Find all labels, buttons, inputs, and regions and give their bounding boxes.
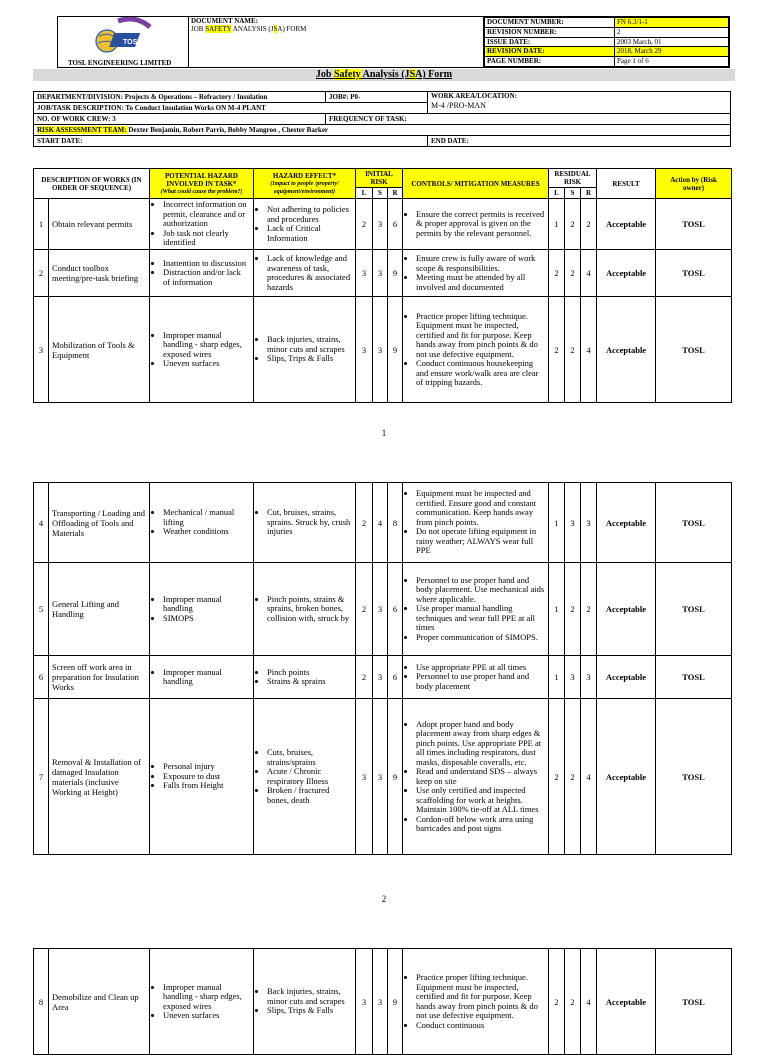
initial-s: 3 [373, 699, 388, 855]
work-description: Removal & Installation of damaged Insulation materials (inclusive Working at Height) [49, 699, 150, 855]
meta-value: 2003 March, 01 [615, 37, 729, 47]
effect-item-list [257, 668, 352, 687]
initial-s: 3 [373, 297, 388, 403]
effect-cell [254, 656, 356, 699]
hazard-item: • Weather conditions [163, 527, 250, 537]
initial-r: 6 [388, 199, 403, 250]
table-row [34, 199, 732, 250]
hazard-item-list [153, 668, 250, 687]
col-header-r: R [388, 188, 403, 199]
document-header [57, 16, 730, 68]
doc-name-highlight: SAFETY [205, 25, 232, 33]
hazard-item: • SIMOPS [163, 614, 250, 624]
effect-item: • Broken / fractured bones, death [267, 786, 352, 805]
col-header-s: S [373, 188, 388, 199]
residual-s: 2 [565, 297, 581, 403]
effect-item-list [257, 254, 352, 292]
logo-cell [58, 17, 189, 68]
step-number: 7 [34, 699, 49, 855]
risk-owner: TOSL [656, 199, 732, 250]
hazard-item: • Personal injury [163, 762, 250, 772]
effect-item: • Slips, Trips & Falls [267, 1006, 352, 1016]
initial-r: 6 [388, 563, 403, 656]
col-header-controls: CONTROLS/ MITIGATION MEASURES [403, 169, 549, 199]
control-item-list [406, 312, 545, 388]
residual-s: 3 [565, 483, 581, 563]
result-value: Acceptable [597, 199, 656, 250]
effect-item: • Lack of Critical Information [267, 224, 352, 243]
hazard-cell [150, 297, 254, 403]
meta-value: 2 [615, 27, 729, 37]
hazard-item-list [153, 259, 250, 288]
initial-l: 3 [356, 250, 373, 297]
doc-name-value [191, 25, 481, 33]
work-description: Screen off work area in preparation for Insulation Works [49, 656, 150, 699]
control-item: • Personnel to use proper hand and body placement. Use mechanical aids where applicable. [416, 576, 545, 605]
residual-s: 2 [565, 949, 581, 1055]
hazard-header-text: POTENTIAL HAZARD INVOLVED IN TASK* [165, 171, 238, 188]
control-item: • Do not operate lifting equipment in rainy weather; ALWAYS wear full PPE [416, 527, 545, 556]
effect-item: • Slips, Trips & Falls [267, 354, 352, 364]
hazard-header-sub: (What could cause the problem?) [160, 188, 243, 195]
col-header-effect [254, 169, 356, 199]
residual-l: 2 [549, 949, 565, 1055]
hazard-cell [150, 656, 254, 699]
residual-l: 2 [549, 250, 565, 297]
job-number-field: JOB#: P0- [326, 92, 428, 103]
hazard-item: • Uneven surfaces [163, 1011, 250, 1021]
result-value: Acceptable [597, 699, 656, 855]
controls-cell [403, 199, 549, 250]
control-item-list [406, 576, 545, 643]
hazard-item: • Improper manual handling [163, 668, 250, 687]
work-area-field [428, 92, 731, 114]
hazard-item: • Exposure to dust [163, 772, 250, 782]
hazard-cell [150, 563, 254, 656]
end-date-field: END DATE: [428, 136, 731, 147]
work-description: Demobilize and Clean up Area [49, 949, 150, 1055]
risk-team-field [34, 125, 731, 136]
hazard-item: • Inattention to discussion [163, 259, 250, 269]
residual-l: 1 [549, 656, 565, 699]
residual-s: 2 [565, 699, 581, 855]
step-number: 8 [34, 949, 49, 1055]
table-row [34, 250, 732, 297]
table-row [34, 483, 732, 563]
col-header-description: DESCRIPTION OF WORKS (IN ORDER OF SEQUENCE) [34, 169, 150, 199]
effect-item: • Acute / Chronic respiratory Illness [267, 767, 352, 786]
residual-r: 4 [581, 949, 597, 1055]
table-row [34, 949, 732, 1055]
initial-l: 3 [356, 949, 373, 1055]
effect-cell [254, 250, 356, 297]
controls-cell [403, 563, 549, 656]
hazard-cell [150, 699, 254, 855]
control-item: • Cordon-off below work area using barricades and post signs [416, 815, 545, 834]
effect-item-list [257, 595, 352, 624]
col-header-l: L [356, 188, 373, 199]
result-value: Acceptable [597, 949, 656, 1055]
hazard-item-list [153, 331, 250, 369]
risk-owner: TOSL [656, 297, 732, 403]
residual-r: 3 [581, 656, 597, 699]
initial-r: 9 [388, 250, 403, 297]
work-area-label: WORK AREA/LOCATION: [431, 92, 518, 100]
work-crew-field: NO. OF WORK CREW: 3 [34, 114, 326, 125]
control-item: • Use only certified and inspected scaffolding for work at heights. Maintain 100% tie-off at ALL times [416, 786, 545, 815]
result-value: Acceptable [597, 483, 656, 563]
initial-s: 3 [373, 250, 388, 297]
meta-table [484, 17, 729, 67]
hazard-item-list [153, 508, 250, 537]
control-item-list [406, 254, 545, 292]
controls-cell [403, 699, 549, 855]
hazard-item-list [153, 595, 250, 624]
hazard-cell [150, 250, 254, 297]
controls-cell [403, 656, 549, 699]
control-item: • Practice proper lifting technique. Equipment must be inspected, certified and fit for purpose. Keep hands away from pinch points & do not use defective equipment. [416, 312, 545, 360]
controls-cell [403, 297, 549, 403]
effect-item-list [257, 335, 352, 364]
effect-item: • Lack of knowledge and awareness of task, procedures & associated hazards [267, 254, 352, 292]
jsa-table-page-3 [33, 948, 732, 1055]
residual-r: 2 [581, 199, 597, 250]
task-description-field: JOB/TASK DESCRIPTION: To Conduct Insulation Works ON M-4 PLANT [34, 103, 428, 114]
logo-text: TOSL [123, 39, 142, 46]
col-header-s: S [565, 188, 581, 199]
initial-r: 8 [388, 483, 403, 563]
doc-name-cell [189, 17, 484, 68]
initial-s: 4 [373, 483, 388, 563]
residual-s: 2 [565, 563, 581, 656]
effect-item-list [257, 205, 352, 243]
residual-l: 1 [549, 199, 565, 250]
hazard-item: • Improper manual handling [163, 595, 250, 614]
page-number: 2 [381, 894, 387, 904]
effect-item: • Cut, bruises, strains, sprains. Struck by, crush injuries [267, 508, 352, 537]
control-item: • Proper communication of SIMOPS. [416, 633, 545, 643]
initial-l: 3 [356, 297, 373, 403]
table-row [34, 699, 732, 855]
initial-r: 6 [388, 656, 403, 699]
col-header-r: R [581, 188, 597, 199]
residual-s: 2 [565, 250, 581, 297]
table-row [34, 656, 732, 699]
table-row [34, 563, 732, 656]
hazard-item-list [153, 200, 250, 248]
result-value: Acceptable [597, 297, 656, 403]
risk-owner: TOSL [656, 949, 732, 1055]
effect-item-list [257, 987, 352, 1016]
residual-r: 4 [581, 250, 597, 297]
step-number: 1 [34, 199, 49, 250]
result-value: Acceptable [597, 250, 656, 297]
effect-cell [254, 297, 356, 403]
control-item: • Ensure crew is fully aware of work scope & responsibilities. [416, 254, 545, 273]
residual-r: 4 [581, 297, 597, 403]
effect-item-list [257, 748, 352, 805]
effect-item: • Cuts, bruises, strains/sprains [267, 748, 352, 767]
effect-cell [254, 563, 356, 656]
meta-value: FN 6.3/1-1 [615, 18, 729, 28]
table-row [34, 297, 732, 403]
meta-label: PAGE NUMBER: [485, 57, 615, 67]
title-part: A) Form [415, 69, 453, 80]
form-title [33, 69, 735, 81]
effect-header-sub: (Impact to people /property/ equipment/environment) [270, 180, 339, 195]
doc-name-part: JOB [191, 25, 206, 33]
meta-label: ISSUE DATE: [485, 37, 615, 47]
effect-item-list [257, 508, 352, 537]
initial-l: 2 [356, 199, 373, 250]
risk-owner: TOSL [656, 656, 732, 699]
step-number: 5 [34, 563, 49, 656]
hazard-cell [150, 483, 254, 563]
control-item-list [406, 973, 545, 1030]
residual-r: 4 [581, 699, 597, 855]
effect-cell [254, 949, 356, 1055]
controls-cell [403, 949, 549, 1055]
hazard-item: • Uneven surfaces [163, 359, 250, 369]
risk-owner: TOSL [656, 699, 732, 855]
effect-item: • Not adhering to policies and procedures [267, 205, 352, 224]
hazard-item: • Incorrect information on permit, clearance and or authorization [163, 200, 250, 229]
doc-name-part: A) FORM [277, 25, 307, 33]
control-item: • Use proper manual handling techniques and wear full PPE at all times [416, 604, 545, 633]
title-highlight: Safety [333, 69, 361, 80]
initial-r: 9 [388, 699, 403, 855]
residual-l: 1 [549, 563, 565, 656]
initial-s: 3 [373, 563, 388, 656]
controls-cell [403, 483, 549, 563]
hazard-item: • Mechanical / manual lifting [163, 508, 250, 527]
step-number: 6 [34, 656, 49, 699]
title-highlight: S [409, 69, 416, 80]
doc-name-highlight: S [273, 25, 278, 33]
effect-item: • Strains & sprains [267, 677, 352, 687]
hazard-cell [150, 949, 254, 1055]
col-header-residual-risk: RESIDUAL RISK [549, 169, 597, 188]
meta-value: 2018, March 29 [615, 47, 729, 57]
control-item: • Read and understand SDS – always keep on site [416, 767, 545, 786]
control-item: • Meeting must be attended by all involved and documented [416, 273, 545, 292]
residual-l: 2 [549, 699, 565, 855]
initial-l: 2 [356, 656, 373, 699]
control-item: • Ensure the correct permits is received & proper approval is given on the permits by the relevant personnel. [416, 210, 545, 239]
effect-header-text: HAZARD EFFECT* [272, 171, 337, 180]
initial-r: 9 [388, 949, 403, 1055]
work-description: Obtain relevant permits [49, 199, 150, 250]
control-item: • Conduct continuous [416, 1021, 545, 1031]
effect-item: • Pinch points [267, 668, 352, 678]
effect-cell [254, 483, 356, 563]
start-date-field: START DATE: [34, 136, 428, 147]
control-item: • Equipment must be inspected and certified. Ensure good and constant communication. Keep hands away from pinch points. [416, 489, 545, 527]
residual-r: 3 [581, 483, 597, 563]
residual-s: 3 [565, 656, 581, 699]
effect-item: • Pinch points, strains & sprains, broken bones, collision with, struck by [267, 595, 352, 624]
hazard-item: • Improper manual handling - sharp edges, exposed wires [163, 983, 250, 1012]
risk-owner: TOSL [656, 483, 732, 563]
hazard-item-list [153, 983, 250, 1021]
hazard-item: • Job task not clearly identified [163, 229, 250, 248]
control-item: • Adopt proper hand and body placement away from sharp edges & pinch points. Use appropriate PPE at all times including respirators, dust masks, disposable coveralls, etc. [416, 720, 545, 768]
effect-cell [254, 199, 356, 250]
initial-s: 3 [373, 949, 388, 1055]
work-description: General Lifting and Handling [49, 563, 150, 656]
meta-value: Page 1 of 6 [615, 57, 729, 67]
step-number: 3 [34, 297, 49, 403]
title-part: Job [315, 69, 334, 80]
initial-l: 2 [356, 563, 373, 656]
company-name: TOSL ENGINEERING LIMITED [68, 59, 172, 67]
control-item-list [406, 489, 545, 556]
work-description: Conduct toolbox meeting/pre-task briefing [49, 250, 150, 297]
risk-team-value: Dexter Benjamin, Robert Parris, Bobby Mangroo , Chester Barker [126, 126, 329, 134]
initial-r: 9 [388, 297, 403, 403]
control-item-list [406, 720, 545, 834]
meta-label: DOCUMENT NUMBER: [485, 18, 615, 28]
effect-item: • Back injuries, strains, minor cuts and scrapes [267, 987, 352, 1006]
controls-cell [403, 250, 549, 297]
effect-cell [254, 699, 356, 855]
meta-label: REVISION NUMBER: [485, 27, 615, 37]
risk-owner: TOSL [656, 250, 732, 297]
initial-s: 3 [373, 656, 388, 699]
frequency-field: FREQUENCY OF TASK: [326, 114, 731, 125]
hazard-item: • Falls from Height [163, 781, 250, 791]
result-value: Acceptable [597, 656, 656, 699]
page-number: 1 [381, 428, 387, 438]
residual-l: 2 [549, 297, 565, 403]
step-number: 2 [34, 250, 49, 297]
residual-l: 1 [549, 483, 565, 563]
col-header-hazard [150, 169, 254, 199]
work-description: Mobilization of Tools & Equipment [49, 297, 150, 403]
work-description: Transporting / Loading and Offloading of Tools and Materials [49, 483, 150, 563]
residual-r: 2 [581, 563, 597, 656]
effect-item: • Back injuries, strains, minor cuts and scrapes [267, 335, 352, 354]
initial-l: 3 [356, 699, 373, 855]
hazard-item: • Improper manual handling - sharp edges, exposed wires [163, 331, 250, 360]
col-header-l: L [549, 188, 565, 199]
risk-team-label: RISK ASSESSMENT TEAM: [37, 126, 127, 134]
residual-s: 2 [565, 199, 581, 250]
control-item-list [406, 663, 545, 692]
step-number: 4 [34, 483, 49, 563]
control-item: • Conduct continuous housekeeping and ensure work/walk area are clear of tripping hazards. [416, 359, 545, 388]
hazard-item: • Distraction and/or lack of information [163, 268, 250, 287]
hazard-item-list [153, 762, 250, 791]
meta-cell [484, 17, 730, 68]
jsa-table-page-1 [33, 168, 732, 403]
hazard-cell [150, 199, 254, 250]
initial-l: 2 [356, 483, 373, 563]
jsa-table-page-2 [33, 482, 732, 855]
control-item: • Practice proper lifting technique. Equipment must be inspected, certified and fit for purpose. Keep hands away from pinch points & do not use defective equipment. [416, 973, 545, 1021]
col-header-action: Action by (Risk owner) [656, 169, 732, 199]
doc-name-part: ANALYSIS (J [231, 25, 274, 33]
initial-s: 3 [373, 199, 388, 250]
meta-label: REVISION DATE: [485, 47, 615, 57]
control-item-list [406, 210, 545, 239]
job-info-table [33, 91, 731, 147]
department-field: DEPARTMENT/DIVISION: Projects & Operations – Refractory / Insulation [34, 92, 326, 103]
control-item: • Use appropriate PPE at all times [416, 663, 545, 673]
title-part: Analysis (J [360, 69, 410, 80]
col-header-initial-risk: INITIAL RISK [356, 169, 403, 188]
risk-owner: TOSL [656, 563, 732, 656]
doc-name-label: DOCUMENT NAME: [191, 17, 258, 25]
work-area-value: M-4 /PRO-MAN [431, 101, 486, 110]
result-value: Acceptable [597, 563, 656, 656]
col-header-result: RESULT [597, 169, 656, 199]
control-item: • Personnel to use proper hand and body placement [416, 672, 545, 691]
